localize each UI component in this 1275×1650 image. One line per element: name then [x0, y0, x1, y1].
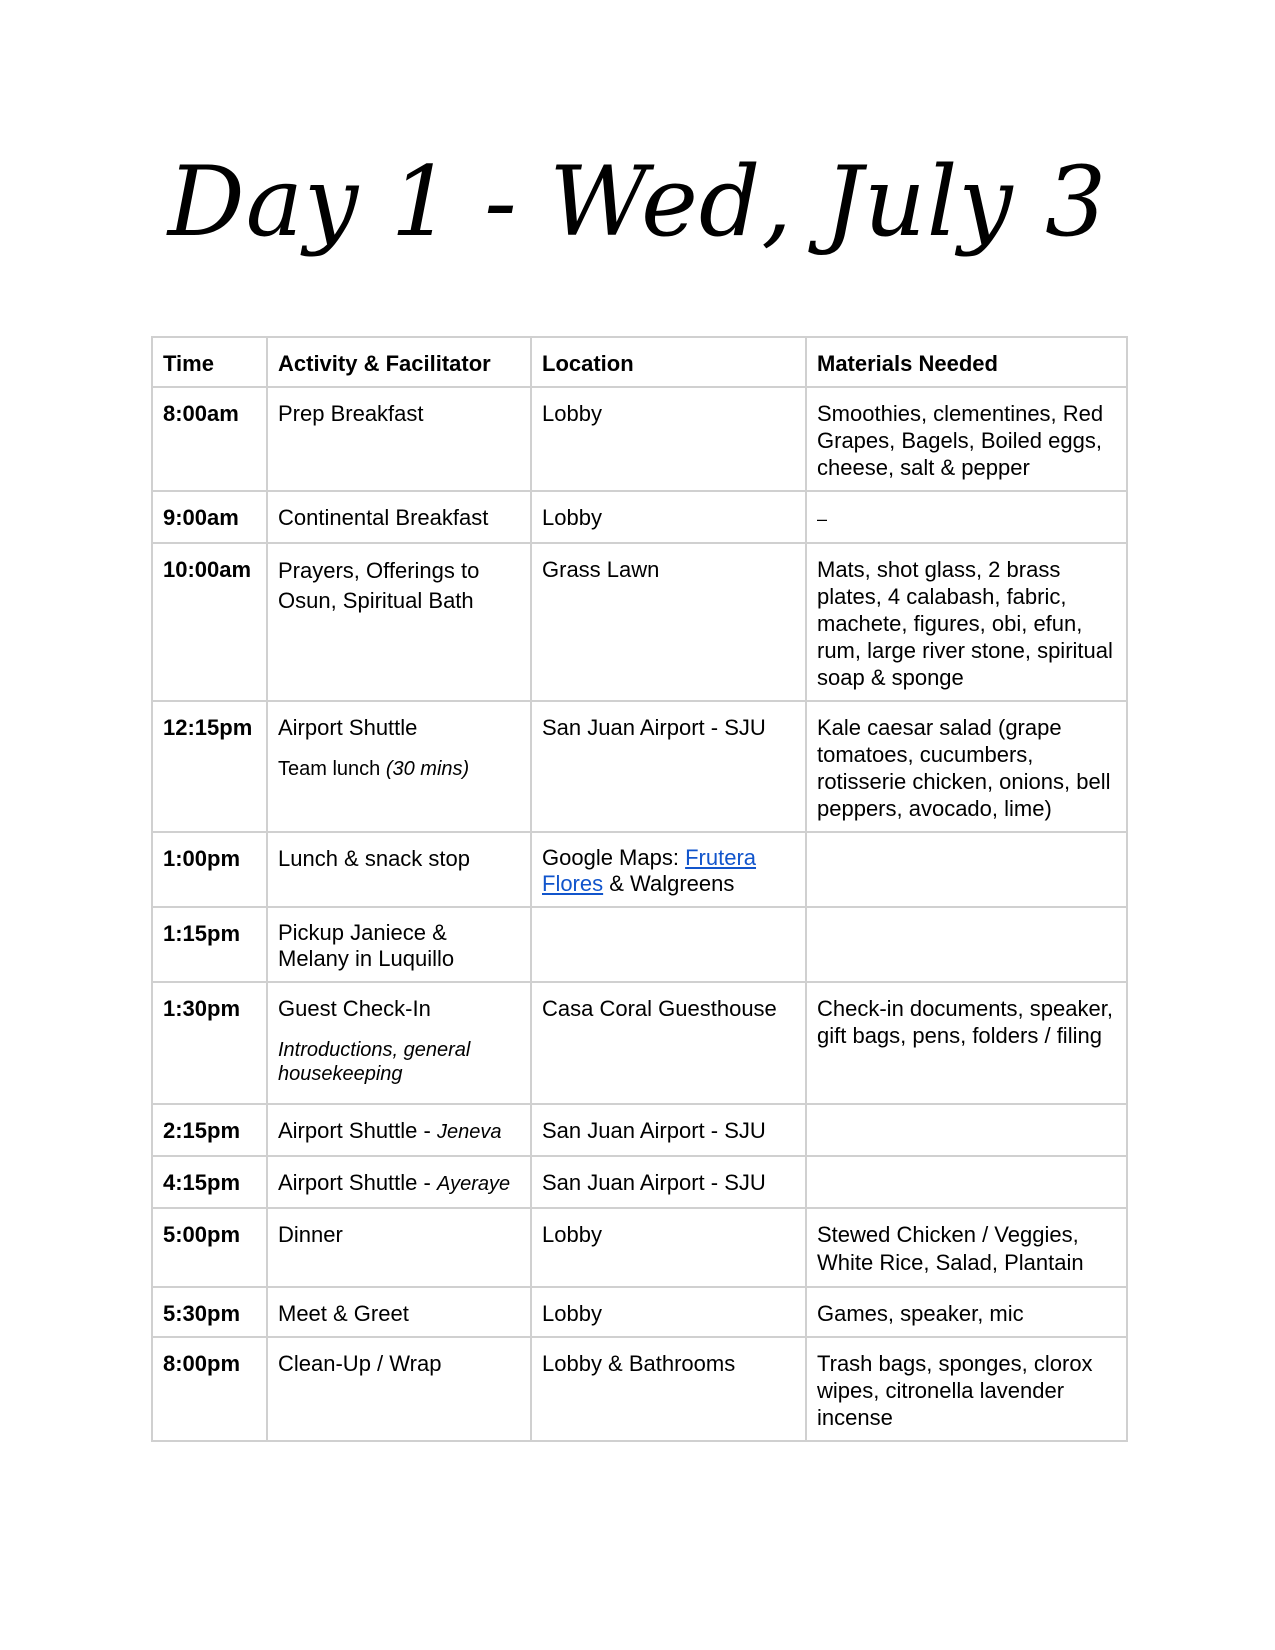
- schedule-table: [151, 336, 1128, 1442]
- row-location: Lobby: [531, 1208, 806, 1287]
- row-time: 4:15pm: [152, 1156, 267, 1208]
- row-location: San Juan Airport - SJU: [531, 701, 806, 832]
- row-location: Lobby: [531, 387, 806, 491]
- table-row: [152, 543, 1127, 701]
- row-activity: Clean-Up / Wrap: [267, 1337, 531, 1441]
- activity-title: Airport Shuttle: [278, 715, 418, 740]
- facilitator-name: Jeneva: [436, 1121, 502, 1143]
- table-header-row: [152, 337, 1127, 387]
- row-time: 9:00am: [152, 491, 267, 543]
- table-row: [152, 982, 1127, 1104]
- row-activity: [267, 701, 531, 832]
- row-activity: Prep Breakfast: [267, 387, 531, 491]
- empty-dash: –: [817, 509, 828, 529]
- table-row: [152, 1104, 1127, 1156]
- row-time: 2:15pm: [152, 1104, 267, 1156]
- table-row: [152, 832, 1127, 907]
- row-location: Lobby & Bathrooms: [531, 1337, 806, 1441]
- activity-note: Team lunch (30 mins): [278, 758, 470, 780]
- row-time: 8:00am: [152, 387, 267, 491]
- row-location: Casa Coral Guesthouse: [531, 982, 806, 1104]
- row-time: 10:00am: [152, 543, 267, 701]
- row-materials: [806, 907, 1127, 982]
- header-materials: Materials Needed: [806, 337, 1127, 387]
- row-time: 5:00pm: [152, 1208, 267, 1287]
- row-location: [531, 907, 806, 982]
- row-time: 8:00pm: [152, 1337, 267, 1441]
- table-row: [152, 1337, 1127, 1441]
- row-materials: Stewed Chicken / Veggies, White Rice, Salad, Plantain: [806, 1208, 1127, 1287]
- frutera-flores-link[interactable]: Frutera Flores: [542, 845, 757, 896]
- activity-note: Introductions, general housekeeping: [278, 1039, 471, 1085]
- table-row: [152, 1156, 1127, 1208]
- row-activity: [267, 982, 531, 1104]
- row-materials: Kale caesar salad (grape tomatoes, cucumbers, rotisserie chicken, onions, bell peppers, avocado, lime): [806, 701, 1127, 832]
- row-activity: Dinner: [267, 1208, 531, 1287]
- row-activity: Airport Shuttle - Ayeraye: [267, 1156, 531, 1208]
- row-location: Grass Lawn: [531, 543, 806, 701]
- row-materials: [806, 832, 1127, 907]
- header-time: Time: [152, 337, 267, 387]
- row-activity: Continental Breakfast: [267, 491, 531, 543]
- row-location: San Juan Airport - SJU: [531, 1104, 806, 1156]
- row-time: 1:15pm: [152, 907, 267, 982]
- header-activity: Activity & Facilitator: [267, 337, 531, 387]
- row-time: 12:15pm: [152, 701, 267, 832]
- row-time: 5:30pm: [152, 1287, 267, 1337]
- row-location: San Juan Airport - SJU: [531, 1156, 806, 1208]
- row-activity: Lunch & snack stop: [267, 832, 531, 907]
- row-time: 1:00pm: [152, 832, 267, 907]
- row-materials: Trash bags, sponges, clorox wipes, citronella lavender incense: [806, 1337, 1127, 1441]
- header-location: Location: [531, 337, 806, 387]
- row-activity: Meet & Greet: [267, 1287, 531, 1337]
- row-activity: Airport Shuttle - Jeneva: [267, 1104, 531, 1156]
- row-location: Google Maps: Frutera Flores & Walgreens: [531, 832, 806, 907]
- row-materials: [806, 491, 1127, 543]
- table-row: [152, 701, 1127, 832]
- row-materials: Smoothies, clementines, Red Grapes, Bagels, Boiled eggs, cheese, salt & pepper: [806, 387, 1127, 491]
- row-location: Lobby: [531, 491, 806, 543]
- table-row: [152, 1208, 1127, 1287]
- table-row: [152, 1287, 1127, 1337]
- activity-title: Guest Check-In: [278, 996, 431, 1021]
- table-row: [152, 491, 1127, 543]
- table-row: [152, 907, 1127, 982]
- row-materials: Check-in documents, speaker, gift bags, pens, folders / filing: [806, 982, 1127, 1104]
- page-title: Day 1 - Wed, July 3: [167, 146, 1108, 258]
- table-row: [152, 387, 1127, 491]
- row-materials: Games, speaker, mic: [806, 1287, 1127, 1337]
- facilitator-name: Ayeraye: [436, 1173, 511, 1195]
- row-materials: [806, 1156, 1127, 1208]
- row-activity: Pickup Janiece & Melany in Luquillo: [267, 907, 531, 982]
- row-activity: Prayers, Offerings to Osun, Spiritual Bath: [267, 543, 531, 701]
- row-location: Lobby: [531, 1287, 806, 1337]
- row-time: 1:30pm: [152, 982, 267, 1104]
- row-materials: [806, 1104, 1127, 1156]
- row-materials: Mats, shot glass, 2 brass plates, 4 calabash, fabric, machete, figures, obi, efun, rum, large river stone, spiritual soap & sponge: [806, 543, 1127, 701]
